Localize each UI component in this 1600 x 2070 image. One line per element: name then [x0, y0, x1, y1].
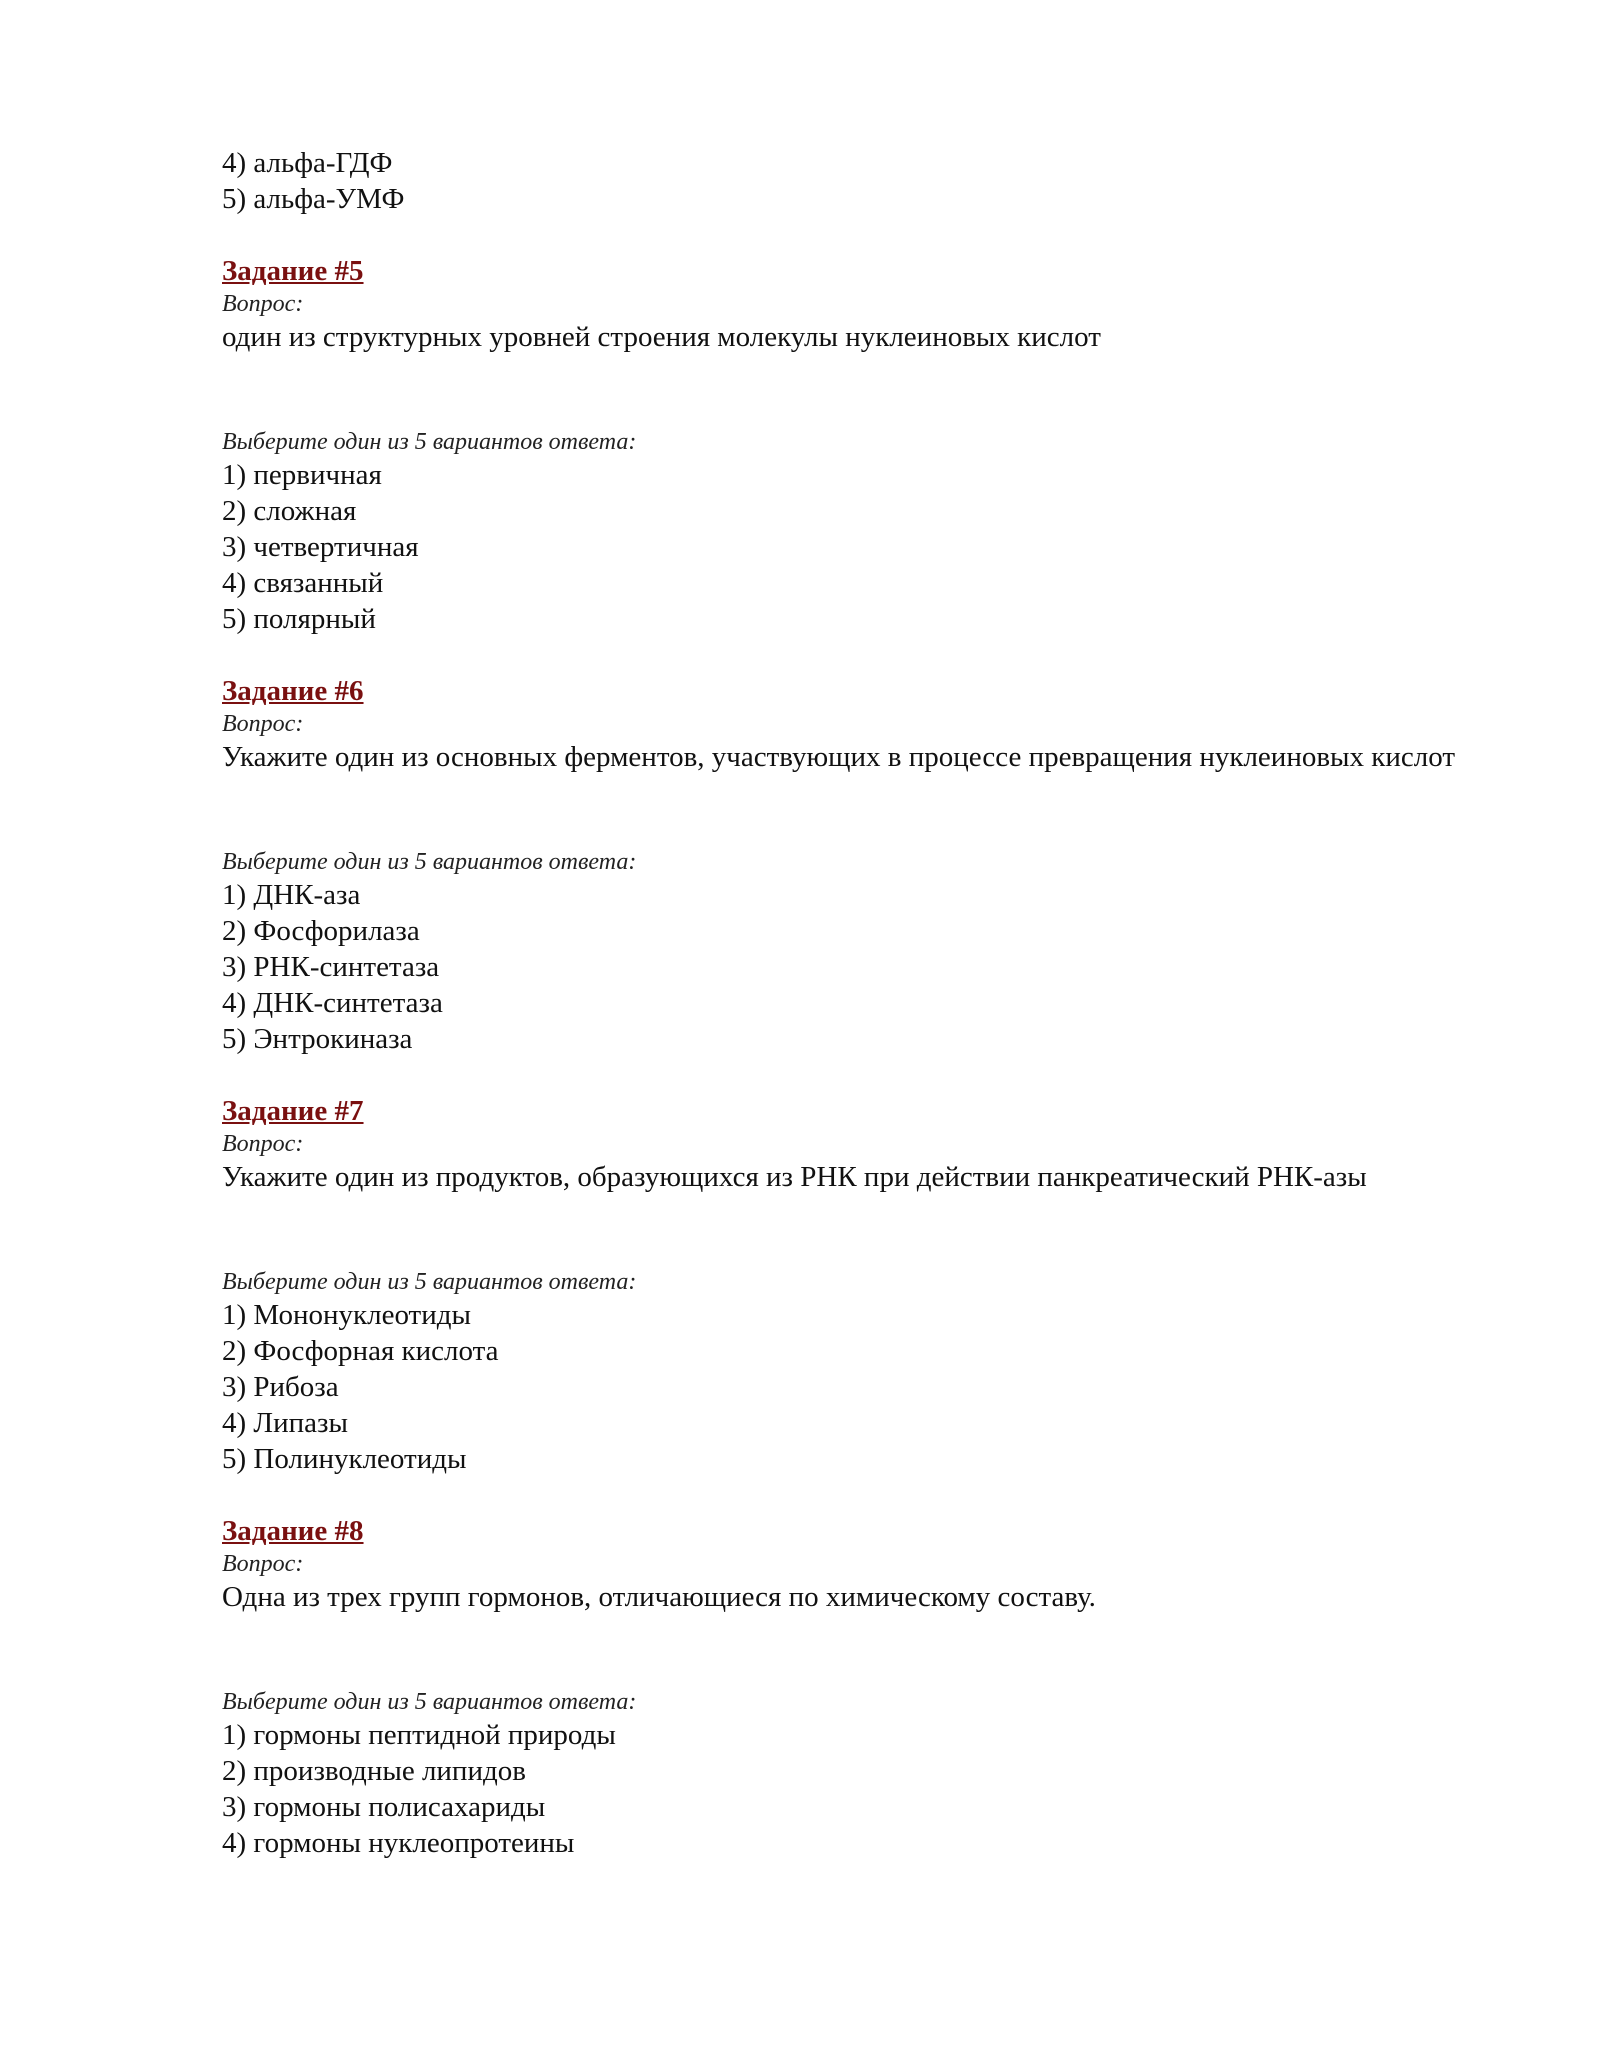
prev-option: 5) альфа-УМФ — [222, 183, 405, 215]
answer-option: 5) Полинуклеотиды — [222, 1443, 467, 1475]
answer-option: 2) сложная — [222, 495, 357, 527]
question-label: Вопрос: — [222, 291, 304, 317]
question-text: Одна из трех групп гормонов, отличающиеся по химическому составу. — [222, 1581, 1096, 1613]
task-6 — [222, 673, 1482, 1057]
answer-option: 3) РНК-синтетаза — [222, 951, 440, 983]
answer-option: 1) Мононуклеотиды — [222, 1299, 471, 1331]
task-title: Задание #5 — [222, 255, 364, 287]
document-page — [222, 145, 1482, 1861]
answer-option: 4) гормоны нуклеопротеины — [222, 1827, 575, 1859]
answer-option: 3) четвертичная — [222, 531, 419, 563]
answer-option: 4) связанный — [222, 567, 384, 599]
answer-option: 1) гормоны пептидной природы — [222, 1719, 616, 1751]
answer-option: 1) ДНК-аза — [222, 879, 361, 911]
answer-option: 2) Фосфорилаза — [222, 915, 420, 947]
answer-option: 4) ДНК-синтетаза — [222, 987, 443, 1019]
question-label: Вопрос: — [222, 1131, 304, 1157]
answers-label: Выберите один из 5 вариантов ответа: — [222, 849, 637, 875]
answer-option: 2) производные липидов — [222, 1755, 526, 1787]
prev-option: 4) альфа-ГДФ — [222, 147, 393, 179]
answer-option: 5) Энтрокиназа — [222, 1023, 413, 1055]
task-title: Задание #7 — [222, 1095, 364, 1127]
task-title: Задание #8 — [222, 1515, 364, 1547]
question-text: один из структурных уровней строения молекулы нуклеиновых кислот — [222, 321, 1101, 353]
question-text: Укажите один из продуктов, образующихся из РНК при действии панкреатический РНК-азы — [222, 1161, 1367, 1193]
question-label: Вопрос: — [222, 711, 304, 737]
answer-option: 2) Фосфорная кислота — [222, 1335, 499, 1367]
task-8 — [222, 1513, 1482, 1861]
answer-option: 4) Липазы — [222, 1407, 348, 1439]
question-label: Вопрос: — [222, 1551, 304, 1577]
task-title: Задание #6 — [222, 675, 364, 707]
task-5 — [222, 253, 1482, 637]
question-text: Укажите один из основных ферментов, участвующих в процессе превращения нуклеиновых кислот — [222, 741, 1456, 773]
answers-label: Выберите один из 5 вариантов ответа: — [222, 1269, 637, 1295]
answers-label: Выберите один из 5 вариантов ответа: — [222, 429, 637, 455]
answer-option: 1) первичная — [222, 459, 382, 491]
task-7 — [222, 1093, 1482, 1477]
answers-label: Выберите один из 5 вариантов ответа: — [222, 1689, 637, 1715]
answer-option: 3) Рибоза — [222, 1371, 339, 1403]
answer-option: 3) гормоны полисахариды — [222, 1791, 546, 1823]
answer-option: 5) полярный — [222, 603, 376, 635]
